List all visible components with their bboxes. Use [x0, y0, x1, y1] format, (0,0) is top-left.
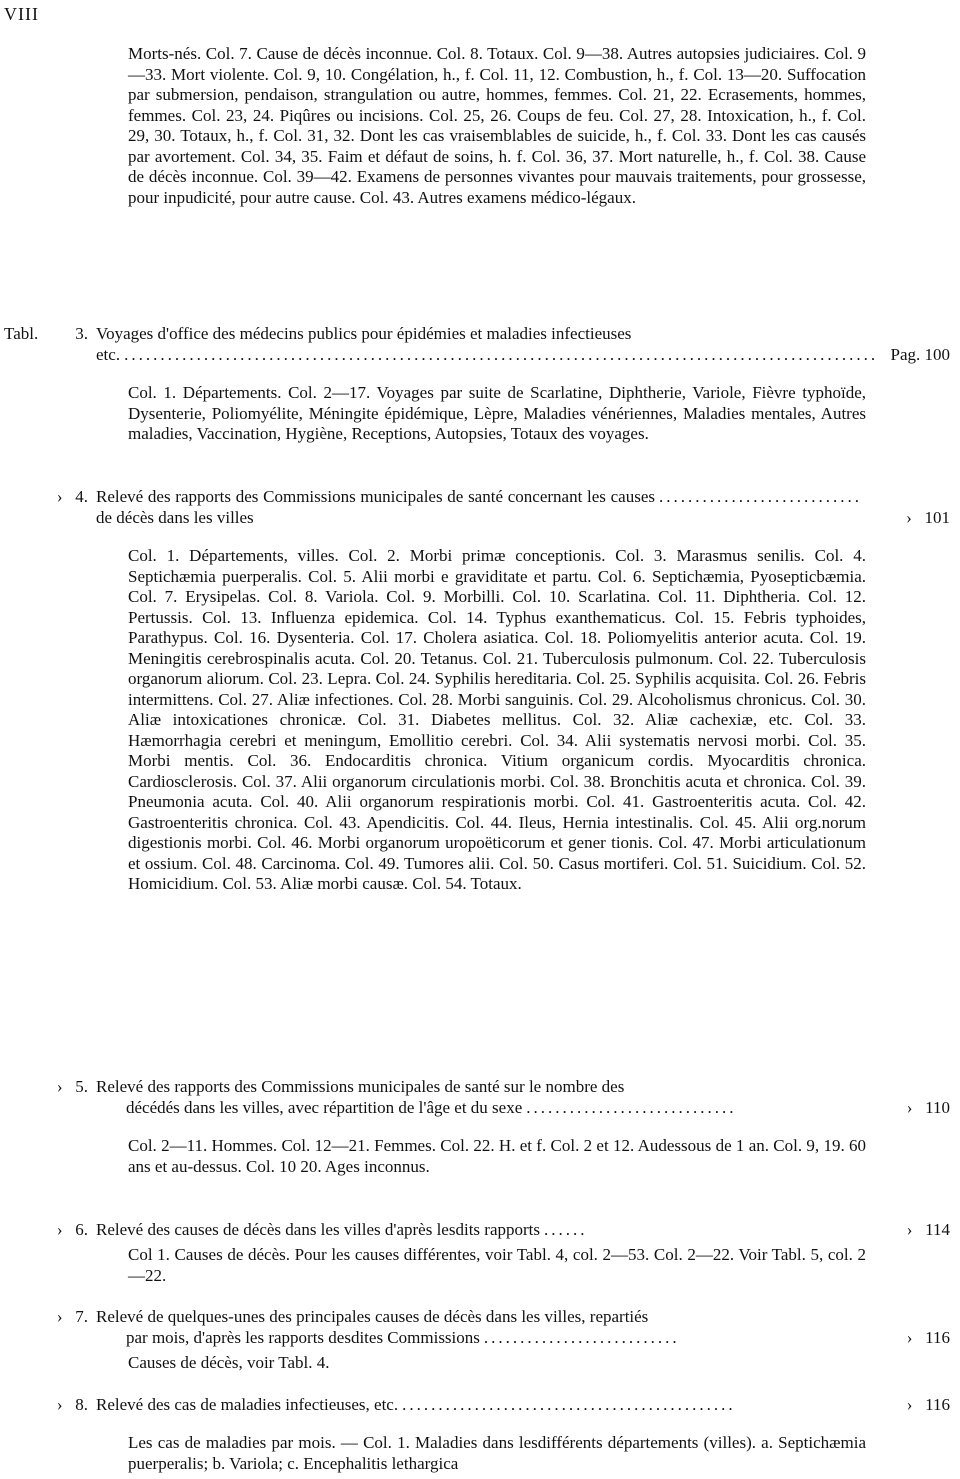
entry-7-sub — [128, 1353, 866, 1374]
entry-8-heading — [96, 1395, 866, 1416]
entry-4-sub — [128, 546, 866, 895]
leader-dots: ...... — [543, 1220, 588, 1239]
entry-8-last: Relevé des cas de maladies infectieuses, etc. — [96, 1395, 399, 1414]
entry-3-sub — [128, 383, 866, 445]
ditto-mark: › — [56, 487, 63, 506]
page-value: 100 — [924, 345, 950, 364]
entry-4-leader — [96, 487, 866, 528]
page-prefix: Pag. — [890, 345, 921, 364]
entry-number-3: 3. — [75, 324, 88, 343]
entry-number-7 — [18, 1307, 88, 1328]
entry-5-leader — [96, 1098, 866, 1119]
ditto-mark: › — [56, 1220, 63, 1239]
leader-dots: ............................. — [526, 1097, 737, 1117]
ditto-mark: › — [56, 1077, 63, 1096]
intro-block — [128, 44, 866, 208]
entry-6-sub — [128, 1245, 866, 1286]
entry-6-page — [860, 1220, 950, 1241]
entry-7-page — [860, 1328, 950, 1349]
page-number: VIII — [4, 4, 39, 24]
entry-8-page — [860, 1395, 950, 1416]
entry-8-leader — [96, 1395, 866, 1416]
entry-3-last: etc. — [96, 344, 121, 364]
page-prefix: › — [906, 1328, 913, 1347]
leader-dots: ........................................................................................................ — [124, 344, 879, 364]
entry-7-heading — [96, 1307, 866, 1348]
page-value: 116 — [925, 1395, 950, 1414]
leader-dots: .............................................. — [402, 1395, 736, 1414]
entry-3-page — [860, 345, 950, 366]
entry-6-leader — [96, 1220, 866, 1241]
entry-5-sub — [128, 1136, 866, 1177]
entry-5-page — [860, 1098, 950, 1119]
entry-number-value: 5. — [75, 1077, 88, 1096]
entry-number-value: 6. — [75, 1220, 88, 1239]
entry-4-page — [860, 508, 950, 529]
page-value: 116 — [925, 1328, 950, 1347]
page-prefix: › — [906, 1395, 913, 1414]
entry-3-heading — [96, 324, 879, 365]
ditto-mark: › — [56, 1307, 63, 1326]
entry-6-heading — [96, 1220, 866, 1241]
intro-text: Morts-nés. Col. 7. Cause de décès inconnue. Col. 8. Totaux. Col. 9—38. Autres autopsies judiciaires. Col. 9—33. Mort violente. Col. 9, 10. Congélation, h., f. Col. 11, 12. Combustion, h., f. Col. 13—20. Suffocation par submersion, pendaison, strangulation ou autre, hommes, femmes. Col. 21, 22. Ecrasements, hommes, femmes. Col. 23, 24. Piqûres ou incisions. Col. 25, 26. Coups de feu. Col. 27, 28. Intoxication, h., f. Col. 29, 30. Totaux, h., f. Col. 31, 32. Dont les cas vraisemblables de suicide, h., f. Col. 33. Dont les cas causés par avortement. Col. 34, 35. Faim et défaut de soins, h. f. Col. 36, 37. Mort naturelle, h., f. Col. 38. Cause de décès inconnue. Col. 39—42. Examens de personnes vivantes pour mauvais traitements, pour grossesse, pour inpudicité, pour autre cause. Col. 43. Autres examens médico-légaux. — [128, 44, 866, 207]
page-prefix: › — [906, 508, 912, 527]
page-prefix: › — [906, 1098, 913, 1117]
entry-3-leader — [96, 344, 879, 366]
leader-dots: ........................... — [483, 1327, 680, 1347]
entry-7-leader — [96, 1328, 866, 1349]
entry-number-4 — [18, 487, 88, 508]
page-value: 114 — [925, 1220, 950, 1239]
page-value: 110 — [925, 1098, 950, 1117]
entry-3-lead: Voyages d'office des médecins publics pour épidémies et maladies infectieuses — [96, 324, 632, 343]
entry-number-value: 4. — [75, 487, 88, 506]
entry-8-sub — [128, 1433, 866, 1474]
page-value: 101 — [924, 508, 950, 527]
leader-dots: ............................ — [659, 487, 862, 506]
entry-number-value: 7. — [75, 1307, 88, 1326]
entry-5-last: décédés dans les villes, avec répartition de l'âge et du sexe — [126, 1097, 523, 1117]
entry-4-lead: Relevé des rapports des Commissions municipales de santé concernant les causes de décès dans les villes — [96, 487, 655, 527]
entry-4-sub-text: Col. 1. Départements, villes. Col. 2. Morbi primæ conceptionis. Col. 3. Marasmus senilis. Col. 4. Septichæmia puerperalis. Col. 5. Alii morbi e graviditate et partu. Col. 6. Septichæmia, Pyosepticbæmia. Col. 7. Erysipelas. Col. 8. Variola. Col. 9. Morbilli. Col. 10. Scarlatina. Col. 11. Diphtheria. Col. 12. Pertussis. Col. 13. Influenza epidemica. Col. 14. Typhus exanthematicus. Col. 15. Febris typhoides, Parathypus. Col. 16. Dysenteria. Col. 17. Cholera asiatica. Col. 18. Poliomyelitis anterior acuta. Col. 19. Meningitis cerebrospinalis acuta. Col. 20. Tetanus. Col. 21. Tuberculosis pulmonum. Col. 22. Tuberculosis organorum aliorum. Col. 23. Lepra. Col. 24. Syphilis hereditaria. Col. 25. Syphilis acquisita. Col. 26. Febris intermittens. Col. 27. Aliæ infectiones. Col. 28. Morbi sanguinis. Col. 29. Alcoholismus chronicus. Col. 30. Aliæ intoxicationes chronicæ. Col. 31. Diabetes mellitus. Col. 32. Aliæ cachexiæ, etc. Col. 33. Hæmorrhagia cerebri et meningum, Emollitio cerebri. Col. 34. Alii systematis nervosi morbi. Col. 35. Morbi mentis. Col. 36. Endocarditis chronica. Vitium organicum cordis. Myocarditis chronica. Cardiosclerosis. Col. 37. Alii organorum circulationis morbi. Col. 38. Bronchitis acuta et chronica. Col. 39. Pneumonia acuta. Col. 40. Alii organorum respirationis morbi. Col. 41. Gastroenteritis acuta. Col. 42. Gastroenteritis chronica. Col. 43. Apendicitis. Col. 44. Ileus, Hernia intestinalis. Col. 45. Alii org.norum digestionis morbi. Col. 46. Morbi organorum uropoëticorum et gener tionis. Col. 47. Morbi articulationum et ossium. Col. 48. Carcinoma. Col. 49. Tumores alii. Col. 50. Casus mortiferi. Col. 51. Suicidium. Col. 52. Homicidium. Col. 53. Aliæ morbi causæ. Col. 54. Totaux. — [128, 546, 866, 893]
entry-6-last: Relevé des causes de décès dans les villes d'après lesdits rapports — [96, 1220, 540, 1239]
entry-8-sub-text: Les cas de maladies par mois. — Col. 1. Maladies dans lesdifférents départements (villes). a. Septichæmia puerperalis; b. Variola; c. Encephalitis lethargica — [128, 1433, 866, 1473]
entry-number-6 — [18, 1220, 88, 1241]
entry-5-lead: Relevé des rapports des Commissions municipales de santé sur le nombre des — [96, 1077, 625, 1096]
entry-4-heading — [96, 487, 866, 528]
tabl-label: Tabl. — [4, 324, 39, 343]
page-prefix: › — [906, 1220, 913, 1239]
entry-5-sub-text: Col. 2—11. Hommes. Col. 12—21. Femmes. Col. 22. H. et f. Col. 2 et 12. Audessous de 1 an. Col. 9, 19. 60 ans et au-dessus. Col. 10 20. Ages inconnus. — [128, 1136, 866, 1176]
entry-number-value: 8. — [75, 1395, 88, 1414]
entry-number-8 — [18, 1395, 88, 1416]
entry-5-heading — [96, 1077, 866, 1118]
entry-7-lead: Relevé de quelques-unes des principales causes de décès dans les villes, repartiés — [96, 1307, 649, 1326]
ditto-mark: › — [56, 1395, 63, 1414]
entry-6-sub-text: Col 1. Causes de décès. Pour les causes différentes, voir Tabl. 4, col. 2—53. Col. 2—22. Voir Tabl. 5, col. 2—22. — [128, 1245, 866, 1285]
entry-7-last: par mois, d'après les rapports desdites Commissions — [126, 1327, 480, 1347]
entry-7-sub-text: Causes de décès, voir Tabl. 4. — [128, 1353, 330, 1372]
entry-3-sub-text: Col. 1. Départements. Col. 2—17. Voyages par suite de Scarlatine, Diphtherie, Variole, Fièvre typhoïde, Dysenterie, Poliomyélite, Méningite épidémique, Lèpre, Maladies vénériennes, Maladies mentales, Autres maladies, Vaccination, Hygiène, Receptions, Autopsies, Totaux des voyages. — [128, 383, 866, 443]
entry-number-5 — [18, 1077, 88, 1098]
